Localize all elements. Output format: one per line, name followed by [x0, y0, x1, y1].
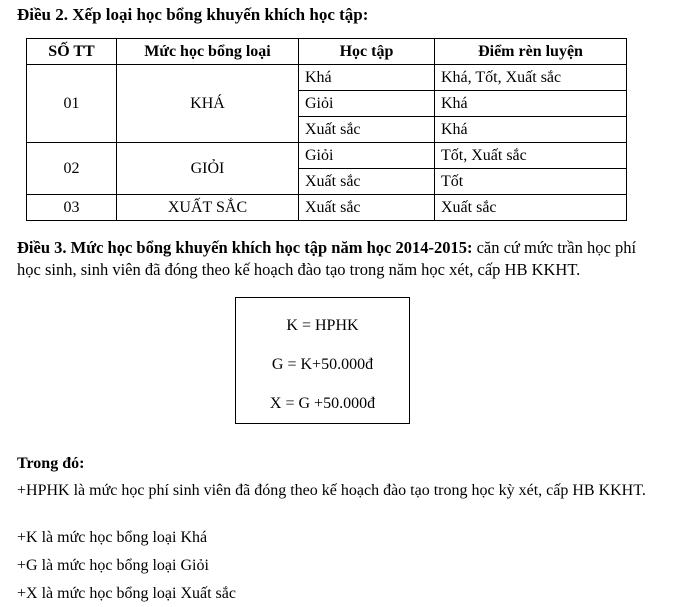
header-conduct: Điểm rèn luyện: [435, 39, 627, 65]
scholarship-level: GIỎI: [117, 143, 299, 195]
note-item-g: +G là mức học bổng loại Giỏi: [17, 557, 209, 574]
row-number: 02: [27, 143, 117, 195]
section-3-heading: Điều 3. Mức học bổng khuyến khích học tập năm học 2014-2015:: [17, 238, 473, 257]
scholarship-level: KHÁ: [117, 65, 299, 143]
conduct-grade: Tốt, Xuất sắc: [435, 143, 627, 169]
study-grade: Xuất sắc: [299, 117, 435, 143]
table-header-row: [27, 39, 627, 65]
formula-k: K = HPHK: [286, 317, 359, 334]
study-grade: Xuất sắc: [299, 169, 435, 195]
study-grade: Giỏi: [299, 91, 435, 117]
study-grade: Khá: [299, 65, 435, 91]
formula-box: [235, 297, 410, 424]
formula-g: G = K+50.000đ: [271, 356, 374, 373]
study-grade: Giỏi: [299, 143, 435, 169]
conduct-grade: Khá, Tốt, Xuất sắc: [435, 65, 627, 91]
conduct-grade: Khá: [435, 91, 627, 117]
section-2-heading: Điều 2. Xếp loại học bổng khuyến khích học tập:: [17, 5, 369, 24]
table-row: [27, 65, 627, 91]
conduct-grade: Xuất sắc: [435, 195, 627, 221]
study-grade: Xuất sắc: [299, 195, 435, 221]
table-row: [27, 143, 627, 169]
row-number: 01: [27, 65, 117, 143]
scholarship-classification-table: [26, 38, 627, 221]
section-3-paragraph: [17, 237, 657, 281]
notes-heading: Trong đó:: [17, 455, 85, 472]
formula-x: X = G +50.000đ: [269, 395, 376, 412]
note-item-k: +K là mức học bổng loại Khá: [17, 529, 208, 546]
conduct-grade: Khá: [435, 117, 627, 143]
header-level: Mức học bổng loại: [117, 39, 299, 65]
header-study: Học tập: [299, 39, 435, 65]
section-3-body: căn cứ mức trần học phí học sinh, sinh viên đã đóng theo kế hoạch đào tạo trong năm học xét, cấp HB KKHT.: [17, 238, 637, 279]
note-item-hphk: +HPHK là mức học phí sinh viên đã đóng theo kế hoạch đào tạo trong học kỳ xét, cấp HB KKHT.: [17, 482, 646, 499]
note-item-x: +X là mức học bổng loại Xuất sắc: [17, 585, 236, 602]
row-number: 03: [27, 195, 117, 221]
table-row: [27, 195, 627, 221]
header-no: SỐ TT: [27, 39, 117, 65]
scholarship-level: XUẤT SẮC: [117, 195, 299, 221]
conduct-grade: Tốt: [435, 169, 627, 195]
